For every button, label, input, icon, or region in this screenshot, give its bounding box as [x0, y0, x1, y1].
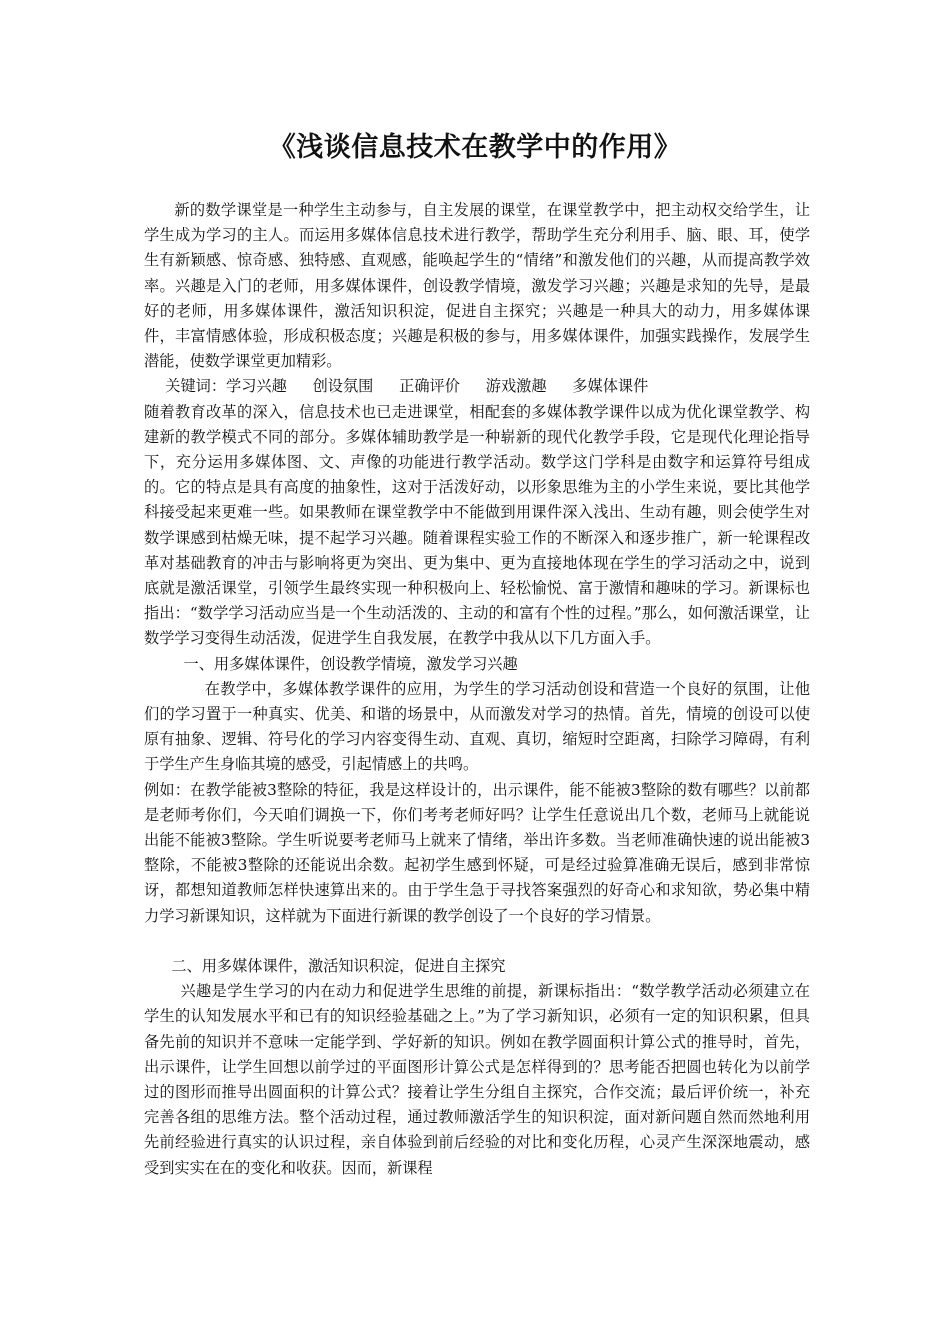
keywords-line	[144, 374, 810, 399]
section-1-heading: 一、用多媒体课件，创设教学情境，激发学习兴趣	[183, 654, 518, 673]
section-2-heading: 二、用多媒体课件，激活知识积淀，促进自主探究	[171, 956, 506, 975]
keyword-item: 多媒体课件	[572, 377, 649, 396]
keyword-item: 创设氛围	[312, 377, 374, 396]
blank-line	[144, 929, 810, 954]
intro-paragraph: 随着教育改革的深入，信息技术也已走进课堂，相配套的多媒体教学课件以成为优化课堂教学、构建新的教学模式不同的部分。多媒体辅助教学是一种崭新的现代化教学手段，它是现代化理论指导下，充分运用多媒体图、文、声像的功能进行教学活动。数学这门学科是由数字和运算符号组成的。它的特点是具有高度的抽象性，这对于活泼好动，以形象思维为主的小学生来说，要比其他学科接受起来更难一些。如果教师在课堂教学中不能做到用课件深入浅出、生动有趣，则会使学生对数学课感到枯燥无味，提不起学习兴趣。随着课程实验工作的不断深入和逐步推广，新一轮课程改革对基础教育的冲击与影响将更为突出、更为集中、更为直接地体现在学生的学习活动之中，说到底就是激活课堂，引领学生最终实现一种积极向上、轻松愉悦、富于激情和趣味的学习。新课标也指出：“数学学习活动应当是一个生动活泼的、主动的和富有个性的过程。”那么，如何激活课堂，让数学学习变得生动活泼，促进学生自我发展，在教学中我从以下几方面入手。	[144, 402, 810, 648]
section-1-paragraph-2: 例如：在教学能被3整除的特征，我是这样设计的，出示课件，能不能被3整除的数有哪些？以前都是老师考你们，今天咱们调换一下，你们考考老师好吗？让学生任意说出几个数，老师马上就能说出能不能被3整除。学生听说要考老师马上就来了情绪，举出许多数。当老师准确快速的说出能被3整除，不能被3整除的还能说出余数。起初学生感到怀疑，可是经过验算准确无误后，感到非常惊讶，都想知道教师怎样快速算出来的。由于学生急于寻找答案强烈的好奇心和求知欲，势必集中精力学习新课知识，这样就为下面进行新课的教学创设了一个良好的学习情景。	[144, 780, 810, 925]
section-1-paragraph-1: 在教学中，多媒体教学课件的应用，为学生的学习活动创设和营造一个良好的氛围，让他们的学习置于一种真实、优美、和谐的场景中，从而激发对学习的热情。首先，情境的创设可以使原有抽象、逻辑、符号化的学习内容变得生动、直观、真切，缩短时空距离，扫除学习障碍，有利于学生产生身临其境的感受，引起情感上的共鸣。	[144, 679, 810, 774]
document-body	[144, 198, 810, 1181]
abstract-paragraph: 新的数学课堂是一种学生主动参与，自主发展的课堂，在课堂教学中，把主动权交给学生，让学生成为学习的主人。而运用多媒体信息技术进行教学，帮助学生充分利用手、脑、眼、耳，使学生有新颖感、惊奇感、独特感、直观感，能唤起学生的“情绪”和激发他们的兴趣，从而提高教学效率。兴趣是入门的老师，用多媒体课件，创设教学情境，激发学习兴趣；兴趣是求知的先导，是最好的老师，用多媒体课件，激活知识积淀，促进自主探究；兴趣是一种具大的动力，用多媒体课件，丰富情感体验，形成积极态度；兴趣是积极的参与，用多媒体课件，加强实践操作，发展学生潜能，使数学课堂更加精彩。	[144, 201, 810, 371]
section-2-paragraph-1: 兴趣是学生学习的内在动力和促进学生思维的前提，新课标指出：“数学教学活动必须建立在学生的认知发展水平和已有的知识经验基础之上。”为了学习新知识，必须有一定的知识积累，但具备先前的知识并不意味一定能学到、学好新的知识。例如在教学圆面积计算公式的推导时，首先，出示课件，让学生回想以前学过的平面图形计算公式是怎样得到的？思考能否把圆也转化为以前学过的图形而推导出圆面积的计算公式？接着让学生分组自主探究，合作交流；最后评价统一，补充完善各组的思维方法。整个活动过程，通过教师激活学生的知识积淀，面对新问题自然而然地利用先前经验进行真实的认识过程，亲自体验到前后经验的对比和变化历程，心灵产生深深地震动，感受到实实在在的变化和收获。因而，新课程	[144, 982, 810, 1177]
keyword-item: 学习兴趣	[226, 377, 287, 396]
keyword-item: 游戏激趣	[485, 377, 547, 396]
keyword-item: 正确评价	[399, 377, 460, 396]
document-title: 《浅谈信息技术在教学中的作用》	[268, 132, 682, 163]
keywords-label: 关键词：	[165, 377, 227, 396]
